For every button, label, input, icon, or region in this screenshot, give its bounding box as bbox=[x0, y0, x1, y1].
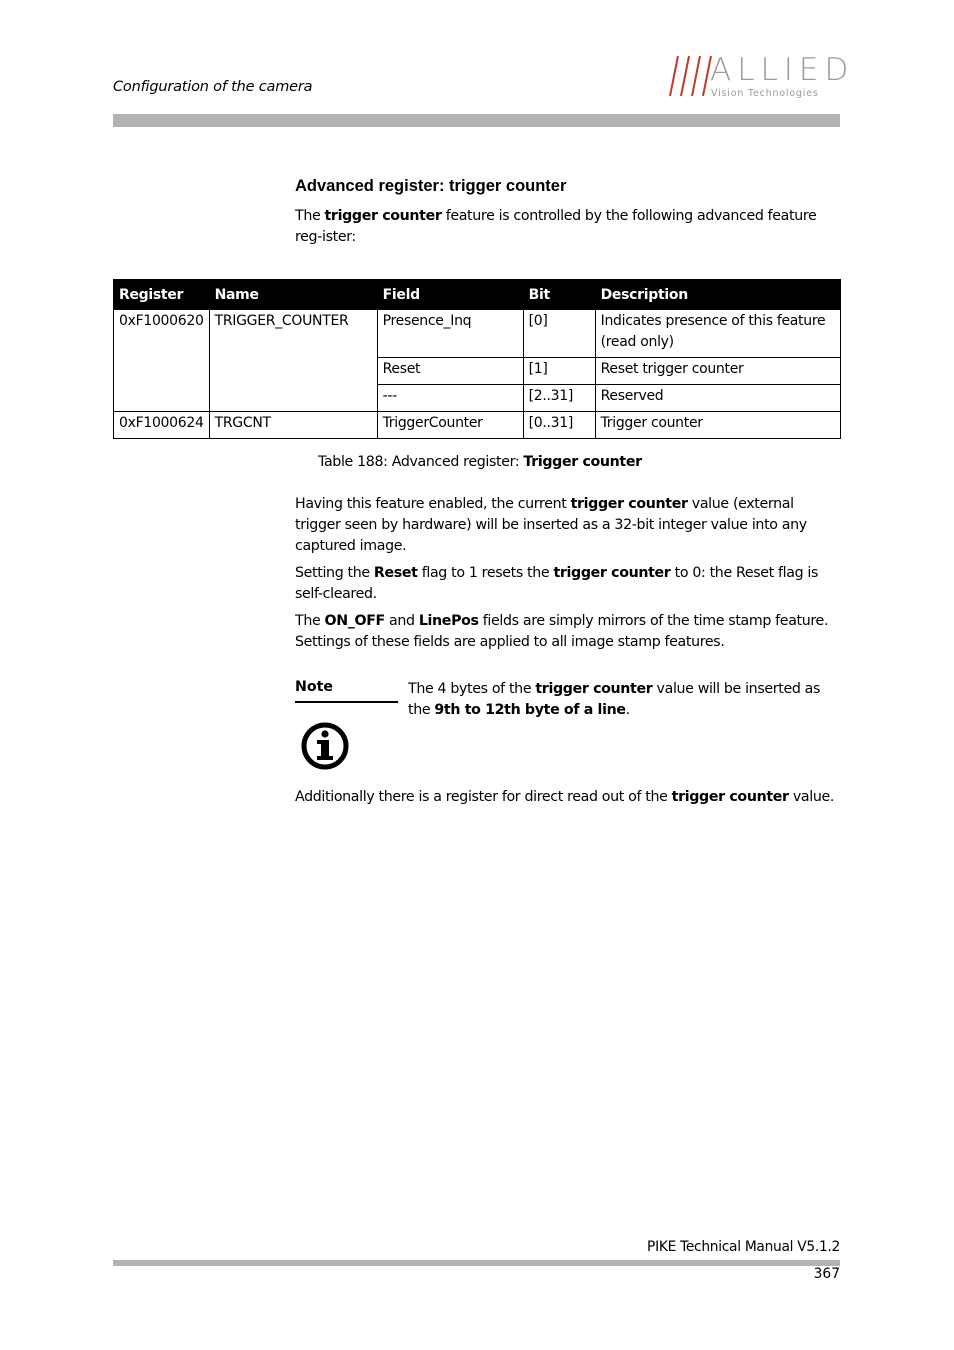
field-cell: --- bbox=[377, 385, 523, 412]
description-cell: Reserved bbox=[595, 385, 840, 412]
footer-manual-title: PIKE Technical Manual V5.1.2 bbox=[647, 1239, 840, 1255]
header-rule bbox=[113, 114, 840, 127]
bit-cell: [2..31] bbox=[523, 385, 595, 412]
intro-paragraph: The trigger counter feature is controlled by the following advanced feature reg-ister: bbox=[295, 208, 817, 245]
note-label: Note bbox=[295, 679, 334, 695]
table-header-row bbox=[114, 280, 841, 310]
allied-logo bbox=[668, 52, 855, 102]
logo-subtitle: Vision Technologies bbox=[711, 88, 819, 99]
footer-rule bbox=[113, 1260, 840, 1266]
body-paragraph: Having this feature enabled, the current trigger counter value (external trigger seen by hardware) will be inserted as a 32-bit integer value into any captured image. bbox=[295, 496, 807, 554]
field-cell: TriggerCounter bbox=[377, 412, 523, 439]
register-table bbox=[113, 279, 841, 439]
description-cell: Reset trigger counter bbox=[595, 358, 840, 385]
field-cell: Presence_Inq bbox=[377, 310, 523, 358]
register-cell: 0xF1000624 bbox=[114, 412, 210, 439]
description-cell: Trigger counter bbox=[595, 412, 840, 439]
table-row bbox=[114, 310, 841, 358]
running-header-title: Configuration of the camera bbox=[113, 79, 313, 95]
body-paragraph: Additionally there is a register for direct read out of the trigger counter value. bbox=[295, 789, 835, 805]
info-icon bbox=[301, 722, 349, 770]
body-paragraph: The ON_OFF and LinePos fields are simply mirrors of the time stamp feature. Settings of these fields are applied to all image stamp features. bbox=[295, 613, 829, 650]
note-rule bbox=[295, 701, 398, 703]
bit-cell: [0] bbox=[523, 310, 595, 358]
bit-cell: [1] bbox=[523, 358, 595, 385]
column-header: Bit bbox=[523, 280, 595, 310]
section-heading: Advanced register: trigger counter bbox=[295, 177, 567, 195]
bit-cell: [0..31] bbox=[523, 412, 595, 439]
register-cell: 0xF1000620 bbox=[114, 310, 210, 412]
column-header: Name bbox=[209, 280, 377, 310]
column-header: Description bbox=[595, 280, 840, 310]
name-cell: TRIGGER_COUNTER bbox=[209, 310, 377, 412]
field-cell: Reset bbox=[377, 358, 523, 385]
description-cell: Indicates presence of this feature (read only) bbox=[595, 310, 840, 358]
column-header: Register bbox=[114, 280, 210, 310]
column-header: Field bbox=[377, 280, 523, 310]
body-paragraph: Setting the Reset flag to 1 resets the trigger counter to 0: the Reset flag is self-cleared. bbox=[295, 565, 819, 602]
note-text: The 4 bytes of the trigger counter value will be inserted as the 9th to 12th byte of a line. bbox=[408, 681, 821, 718]
page-number: 367 bbox=[813, 1266, 840, 1282]
name-cell: TRGCNT bbox=[209, 412, 377, 439]
logo-wordmark: ALLIED bbox=[710, 52, 855, 88]
table-caption: Table 188: Advanced register: Trigger counter bbox=[318, 454, 642, 470]
table-row bbox=[114, 412, 841, 439]
logo-slashes-icon bbox=[668, 54, 712, 98]
